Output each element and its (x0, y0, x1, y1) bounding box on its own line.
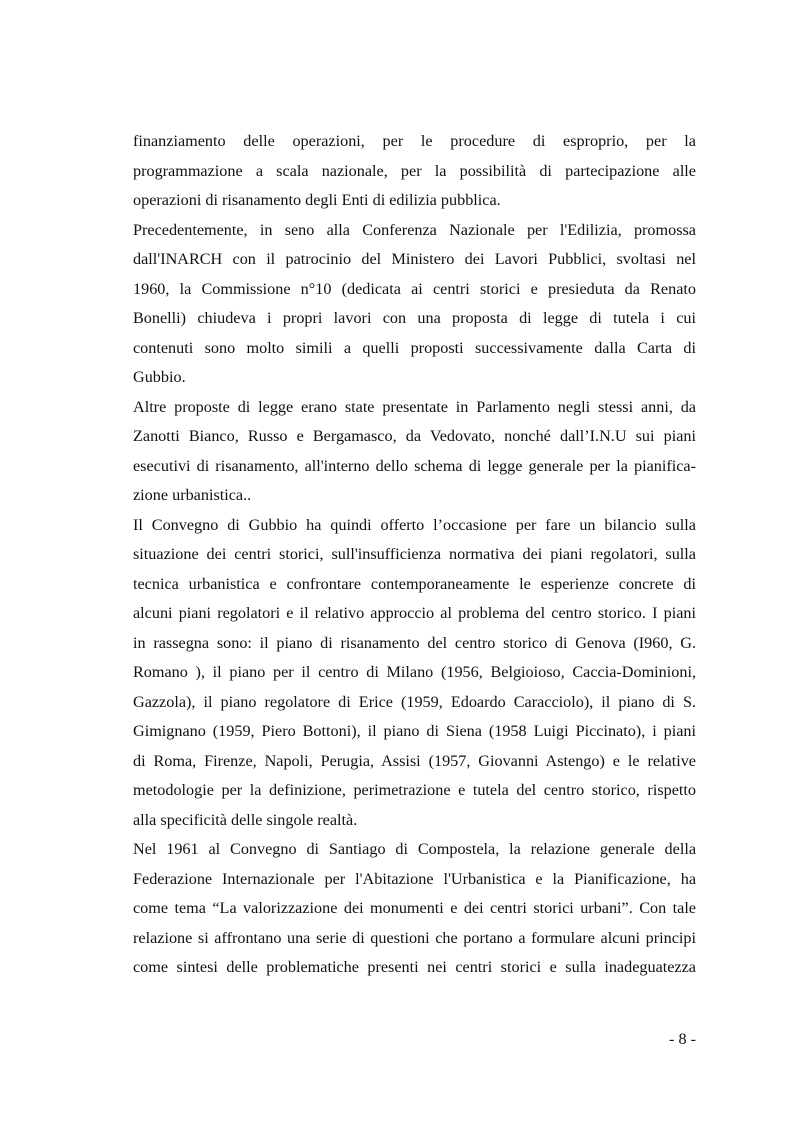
text-line: Altre proposte di legge erano state presentate in Parlamento negli stessi anni, da (133, 397, 696, 416)
text-line: Bonelli) chiudeva i propri lavori con una proposta di legge di tutela i cui (133, 309, 696, 327)
text-line: alcuni piani regolatori e il relativo approccio al problema del centro storico. I piani (133, 604, 696, 622)
text-line: Precedentemente, in seno alla Conferenza Nazionale per l'Edilizia, promossa (133, 220, 696, 239)
text-line: 1960, la Commissione n°10 (dedicata ai centri storici e presieduta da Renato (133, 279, 696, 298)
text-line: Gazzola), il piano regolatore di Erice (1959, Edoardo Caracciolo), il piano di S. (133, 692, 696, 711)
paragraph (133, 835, 696, 983)
text-line: come sintesi delle problematiche presenti nei centri storici e sulla inadeguatezza (133, 958, 696, 976)
text-line: esecutivi di risanamento, all'interno dello schema di legge generale per la pianifica- (133, 456, 696, 475)
text-line: metodologie per la definizione, perimetrazione e tutela del centro storico, rispetto (133, 781, 696, 799)
text-line: contenuti sono molto simili a quelli proposti successivamente dalla Carta di (133, 338, 696, 357)
paragraph (133, 216, 696, 393)
page-number: - 8 - (669, 1030, 696, 1048)
text-line: operazioni di risanamento degli Enti di edilizia pubblica. (133, 191, 501, 209)
text-line: situazione dei centri storici, sull'insufficienza normativa dei piani regolatori, sulla (133, 545, 696, 563)
text-line: zione urbanistica.. (133, 486, 252, 504)
text-line: Gimignano (1959, Piero Bottoni), il piano di Siena (1958 Luigi Piccinato), i piani (133, 722, 696, 740)
text-line: dall'INARCH con il patrocinio del Ministero dei Lavori Pubblici, svoltasi nel (133, 250, 696, 268)
text-line: alla specificità delle singole realtà. (133, 810, 358, 829)
text-line: Zanotti Bianco, Russo e Bergamasco, da Vedovato, nonché dall’I.N.U sui piani (133, 427, 696, 445)
document-body (133, 127, 696, 983)
paragraph (133, 127, 696, 216)
text-line: finanziamento delle operazioni, per le procedure di esproprio, per la (133, 132, 696, 150)
paragraph (133, 511, 696, 836)
text-line: Romano ), il piano per il centro di Milano (1956, Belgioioso, Caccia-Dominioni, (133, 663, 696, 681)
text-line: programmazione a scala nazionale, per la possibilità di partecipazione alle (133, 161, 696, 180)
paragraph (133, 393, 696, 511)
text-line: Il Convegno di Gubbio ha quindi offerto l’occasione per fare un bilancio sulla (133, 515, 696, 534)
text-line: Federazione Internazionale per l'Abitazione l'Urbanistica e la Pianificazione, ha (133, 869, 696, 888)
text-line: relazione si affrontano una serie di questioni che portano a formulare alcuni principi (133, 928, 696, 947)
text-line: di Roma, Firenze, Napoli, Perugia, Assisi (1957, Giovanni Astengo) e le relative (133, 751, 696, 770)
text-line: Nel 1961 al Convegno di Santiago di Compostela, la relazione generale della (133, 840, 696, 858)
text-line: come tema “La valorizzazione dei monumenti e dei centri storici urbani”. Con tale (133, 899, 696, 917)
text-line: Gubbio. (133, 368, 186, 386)
text-line: in rassegna sono: il piano di risanamento del centro storico di Genova (I960, G. (133, 633, 696, 652)
text-line: tecnica urbanistica e confrontare contemporaneamente le esperienze concrete di (133, 574, 696, 593)
